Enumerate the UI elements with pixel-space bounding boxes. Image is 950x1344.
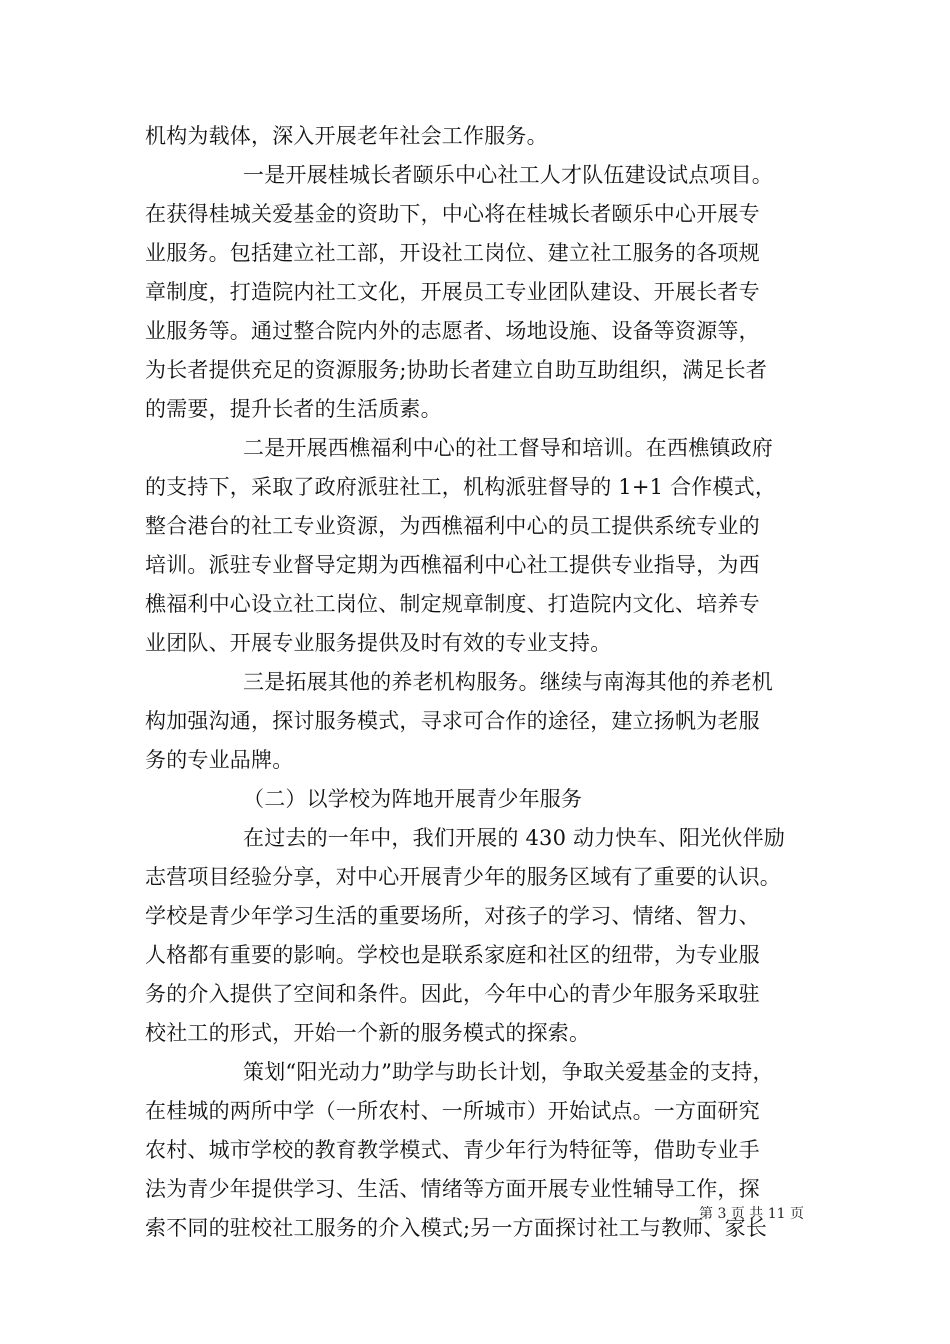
text-line: 索不同的驻校社工服务的介入模式;另一方面探讨社工与教师、家长 <box>145 1216 768 1240</box>
text-line: 在过去的一年中，我们开展的 430 动力快车、阳光伙伴励 <box>243 826 786 850</box>
text-line: 在桂城的两所中学（一所农村、一所城市）开始试点。一方面研究 <box>145 1099 760 1123</box>
text-line: 二是开展西樵福利中心的社工督导和培训。在西樵镇政府 <box>243 436 773 460</box>
text-line: 樵福利中心设立社工岗位、制定规章制度、打造院内文化、培养专 <box>145 592 760 616</box>
text-line: 三是拓展其他的养老机构服务。继续与南海其他的养老机 <box>243 670 773 694</box>
text-line: 一是开展桂城长者颐乐中心社工人才队伍建设试点项目。 <box>243 163 773 187</box>
text-line: 务的介入提供了空间和条件。因此，今年中心的青少年服务采取驻 <box>145 982 760 1006</box>
text-line: 业服务等。通过整合院内外的志愿者、场地设施、设备等资源等， <box>145 319 760 343</box>
text-line: 为长者提供充足的资源服务;协助长者建立自助互助组织，满足长者 <box>145 358 768 382</box>
text-line: 业团队、开展专业服务提供及时有效的专业支持。 <box>145 631 612 655</box>
text-line: 在获得桂城关爱基金的资助下，中心将在桂城长者颐乐中心开展专 <box>145 202 760 226</box>
text-line: 务的专业品牌。 <box>145 748 294 772</box>
text-line: 培训。派驻专业督导定期为西樵福利中心社工提供专业指导，为西 <box>145 553 760 577</box>
text-line: 校社工的形式，开始一个新的服务模式的探索。 <box>145 1021 591 1045</box>
text-line: 的支持下，采取了政府派驻社工，机构派驻督导的 1+1 合作模式， <box>145 475 777 499</box>
section-heading: （二）以学校为阵地开展青少年服务 <box>243 787 583 811</box>
text-line: 整合港台的社工专业资源，为西樵福利中心的员工提供系统专业的 <box>145 514 760 538</box>
text-line: 志营项目经验分享，对中心开展青少年的服务区域有了重要的认识。 <box>145 865 781 889</box>
text-line: 学校是青少年学习生活的重要场所，对孩子的学习、情绪、智力、 <box>145 904 760 928</box>
text-line: 章制度，打造院内社工文化，开展员工专业团队建设、开展长者专 <box>145 280 760 304</box>
text-line: 机构为载体，深入开展老年社会工作服务。 <box>145 124 548 148</box>
text-line: 策划“阳光动力”助学与助长计划，争取关爱基金的支持， <box>243 1060 774 1084</box>
text-line: 法为青少年提供学习、生活、情绪等方面开展专业性辅导工作，探 <box>145 1177 760 1201</box>
text-line: 人格都有重要的影响。学校也是联系家庭和社区的纽带，为专业服 <box>145 943 760 967</box>
text-line: 的需要，提升长者的生活质素。 <box>145 397 442 421</box>
page-number: 第 3 页 共 11 页 <box>699 1206 804 1222</box>
text-line: 业服务。包括建立社工部，开设社工岗位、建立社工服务的各项规 <box>145 241 760 265</box>
text-line: 农村、城市学校的教育教学模式、青少年行为特征等，借助专业手 <box>145 1138 760 1162</box>
text-line: 构加强沟通，探讨服务模式，寻求可合作的途径，建立扬帆为老服 <box>145 709 760 733</box>
